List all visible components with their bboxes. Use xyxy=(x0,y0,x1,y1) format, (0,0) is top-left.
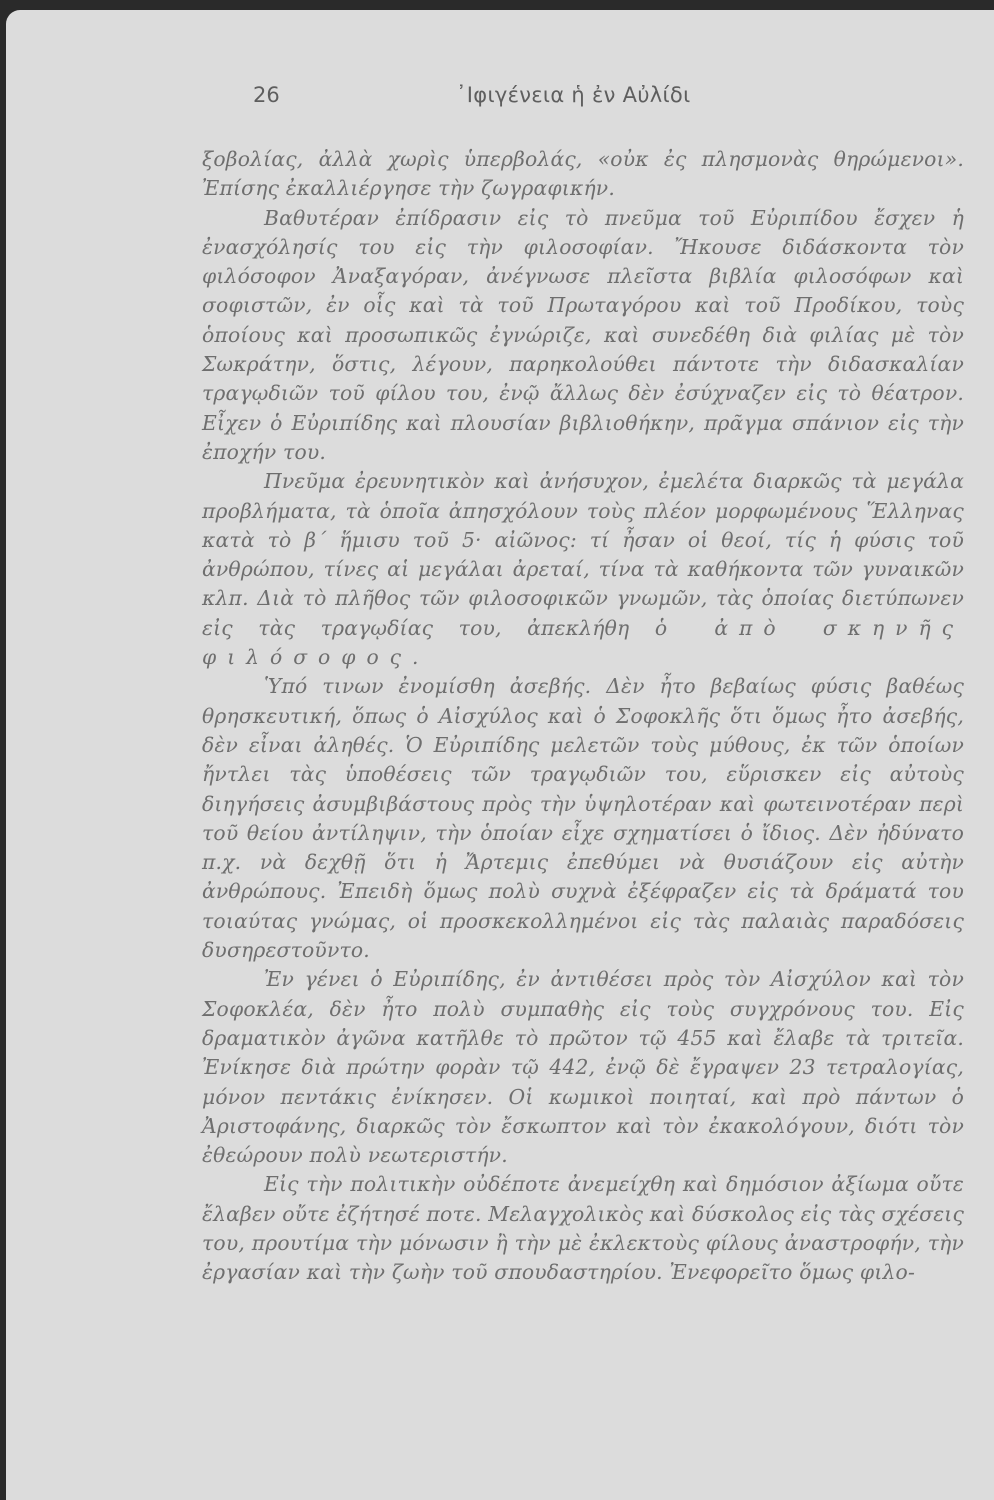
paragraph-4: Ὑπό τινων ἐνομίσθη ἀσεβής. Δὲν ἦτο βεβαίως φύσις βαθέως θρησκευτική, ὅπως ὁ Αἰσχύλος καὶ ὁ Σοφοκλῆς ὅτι ὅμως ἦτο ἀσεβής, δὲν εἶναι ἀληθές. Ὁ Εὐριπίδης μελετῶν τοὺς μύθους, ἐκ τῶν ὁποίων ἤντλει τὰς ὑποθέσεις τῶν τραγῳδιῶν του, εὕρισκεν εἰς αὐτοὺς διηγήσεις ἀσυμβιβάστους πρὸς τὴν ὑψηλοτέραν καὶ φωτεινοτέραν περὶ τοῦ θείου ἀντίληψιν, τὴν ὁποίαν εἶχε σχηματίσει ὁ ἴδιος. Δὲν ἠδύνατο π.χ. νὰ δεχθῇ ὅτι ἡ Ἄρτεμις ἐπεθύμει νὰ θυσιάζουν εἰς αὐτὴν ἀνθρώπους. Ἐπειδὴ ὅμως πολὺ συχνὰ ἐξέφραζεν εἰς τὰ δράματά του τοιαύτας γνώμας, οἱ προσκεκολλημένοι εἰς τὰς παλαιὰς παραδόσεις δυσηρεστοῦντο. xyxy=(202,674,964,963)
paragraph-5: Ἐν γένει ὁ Εὐριπίδης, ἐν ἀντιθέσει πρὸς τὸν Αἰσχύλον καὶ τὸν Σοφοκλέα, δὲν ἦτο πολὺ συμπαθὴς εἰς τοὺς συγχρόνους του. Εἰς δραματικὸν ἀγῶνα κατῆλθε τὸ πρῶτον τῷ 455 καὶ ἔλαβε τὰ τριτεῖα. Ἐνίκησε διὰ πρώτην φορὰν τῷ 442, ἐνῷ δὲ ἔγραψεν 23 τετραλογίας, μόνον πεντάκις ἐνίκησεν. Οἱ κωμικοὶ ποιηταί, καὶ πρὸ πάντων ὁ Ἀριστοφάνης, διαρκῶς τὸν ἔσκωπτον καὶ τὸν ἐκακολόγουν, διότι τὸν ἐθεώρουν πολὺ νεωτεριστήν. xyxy=(202,967,964,1168)
page-header xyxy=(6,83,994,113)
paragraph-3-text: Πνεῦμα ἐρευνητικὸν καὶ ἀνήσυχον, ἐμελέτα διαρκῶς τὰ μεγάλα προβλήματα, τὰ ὁποῖα ἀπησχόλουν τοὺς πλέον μορφωμένους Ἕλληνας κατὰ τὸ β΄ ἥμισυ τοῦ 5· αἰῶνος: τί ἦσαν οἱ θεοί, τίς ἡ φύσις τοῦ ἀνθρώπου, τίνες αἱ μεγάλαι ἀρεταί, τίνα τὰ καθήκοντα τῶν γυναικῶν κλπ. Διὰ τὸ πλῆθος τῶν φιλοσοφικῶν γνωμῶν, τὰς ὁποίας διετύπωνεν εἰς τὰς τραγῳδίας του, ἀπεκλήθη xyxy=(202,469,964,640)
body-text xyxy=(202,145,964,1288)
paragraph-6: Εἰς τὴν πολιτικὴν οὐδέποτε ἀνεμείχθη καὶ δημόσιον ἀξίωμα οὔτε ἔλαβεν οὔτε ἐζήτησέ ποτε. Μελαγχολικὸς καὶ δύσκολος εἰς τὰς σχέσεις του, προυτίμα τὴν μόνωσιν ἢ τὴν μὲ ἐκλεκτοὺς φίλους ἀναστροφήν, τὴν ἐργασίαν καὶ τὴν ζωὴν τοῦ σπουδαστηρίου. Ἐνεφορεῖτο ὅμως φιλο- xyxy=(202,1172,964,1285)
spaced-phrase: ὁ ἀπὸ σκηνῆς φιλόσοφος. xyxy=(202,615,964,670)
paragraph-3 xyxy=(202,467,964,672)
paragraph-1: ξοβολίας, ἀλλὰ χωρὶς ὑπερβολάς, «οὐκ ἐς πλησμονὰς θηρώμενοι». Ἐπίσης ἐκαλλιέργησε τὴν ζωγραφικήν. xyxy=(202,147,964,201)
page-number: 26 xyxy=(253,83,280,107)
running-title: ᾿Ιφιγένεια ἡ ἐν Αὐλίδι xyxy=(456,83,691,107)
paragraph-2: Βαθυτέραν ἐπίδρασιν εἰς τὸ πνεῦμα τοῦ Εὐριπίδου ἔσχεν ἡ ἐνασχόλησίς του εἰς τὴν φιλοσοφίαν. Ἤκουσε διδάσκοντα τὸν φιλόσοφον Ἀναξαγόραν, ἀνέγνωσε πλεῖστα βιβλία φιλοσόφων καὶ σοφιστῶν, ἐν οἷς καὶ τὰ τοῦ Πρωταγόρου καὶ τοῦ Προδίκου, τοὺς ὁποίους καὶ προσωπικῶς ἐγνώριζε, καὶ συνεδέθη διὰ φιλίας μὲ τὸν Σωκράτην, ὅστις, λέγουν, παρηκολούθει πάντοτε τὴν διδασκαλίαν τραγῳδιῶν τοῦ φίλου του, ἐνῷ ἄλλως δὲν ἐσύχναζεν εἰς τὸ θέατρον. Εἶχεν ὁ Εὐριπίδης καὶ πλουσίαν βιβλιοθήκην, πρᾶγμα σπάνιον εἰς τὴν ἐποχήν του. xyxy=(202,205,964,464)
book-page xyxy=(6,10,994,1500)
